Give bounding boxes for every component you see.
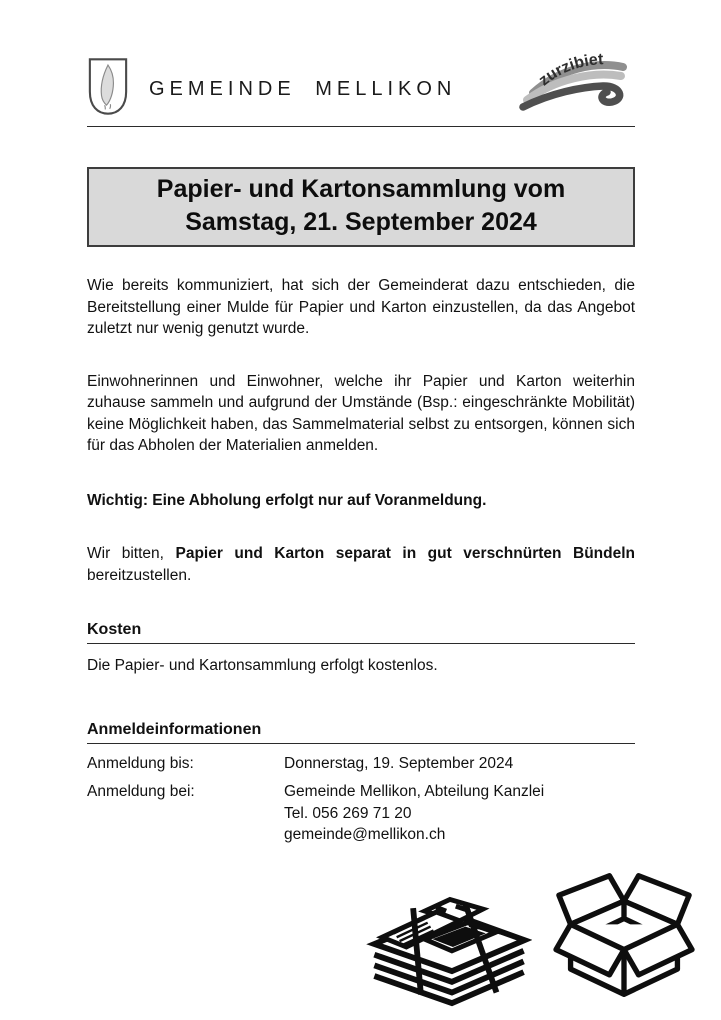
registration-info-table [87,753,635,846]
paragraph-registration-info: Einwohnerinnen und Einwohner, welche ihr Papier und Karton weiterhin zuhause sammeln und aufgrund der Umstände (Bsp.: eingeschränkte Mobilität) keine Möglichkeit haben, das Sammelmaterial selbst zu entsorgen, können sich für das Abholen der Materialien anmelden. [87,372,635,454]
title-line-1: Papier- und Kartonsammlung vom [156,175,566,203]
announcement-title-box [87,167,635,247]
coat-of-arms-icon [87,57,129,122]
letterhead [87,0,635,120]
title-line-2: Samstag, 21. September 2024 [185,208,537,236]
region-logo-text: zurzibiet [535,50,604,89]
paragraph-decision: Wie bereits kommuniziert, hat sich der Gemeinderat dazu entschieden, die Bereitstellung einer Mulde für Papier und Karton einzustellen, da das Angebot zuletzt nur wenig genutzt wurde. [87,277,635,337]
request-prefix: Wir bitten, [87,545,176,562]
table-row-anmeldung-bei [87,781,635,846]
deadline-date: Donnerstag, 19. September 2024 [284,754,514,772]
section-heading-kosten: Kosten [87,621,635,644]
zurzibiet-logo-icon [517,49,635,124]
newspaper-bundle-icon [366,882,532,1013]
request-bold-text: Papier und Karton separat in gut verschnürten Bündeln [175,545,635,562]
contact-phone: Tel. 056 269 71 20 [284,804,412,822]
footer-illustrations [366,868,700,1013]
row-label: Anmeldung bei: [87,783,195,800]
contact-email: gemeinde@mellikon.ch [284,826,446,843]
header-divider [87,126,635,127]
municipality-name: GEMEINDE MELLIKON [149,77,457,100]
kosten-text: Die Papier- und Kartonsammlung erfolgt kostenlos. [87,657,438,674]
contact-office: Gemeinde Mellikon, Abteilung Kanzlei [284,783,545,800]
row-value [284,753,513,775]
section-heading-anmeldeinformationen: Anmeldeinformationen [87,721,635,744]
open-cardboard-box-icon [548,868,700,1009]
paragraph-bundle-request [87,543,635,586]
row-label: Anmeldung bis: [87,754,194,772]
important-notice: Wichtig: Eine Abholung erfolgt nur auf Voranmeldung. [87,491,487,509]
table-row-anmeldung-bis [87,753,635,775]
request-suffix: bereitzustellen. [87,566,192,584]
row-value [284,781,544,846]
